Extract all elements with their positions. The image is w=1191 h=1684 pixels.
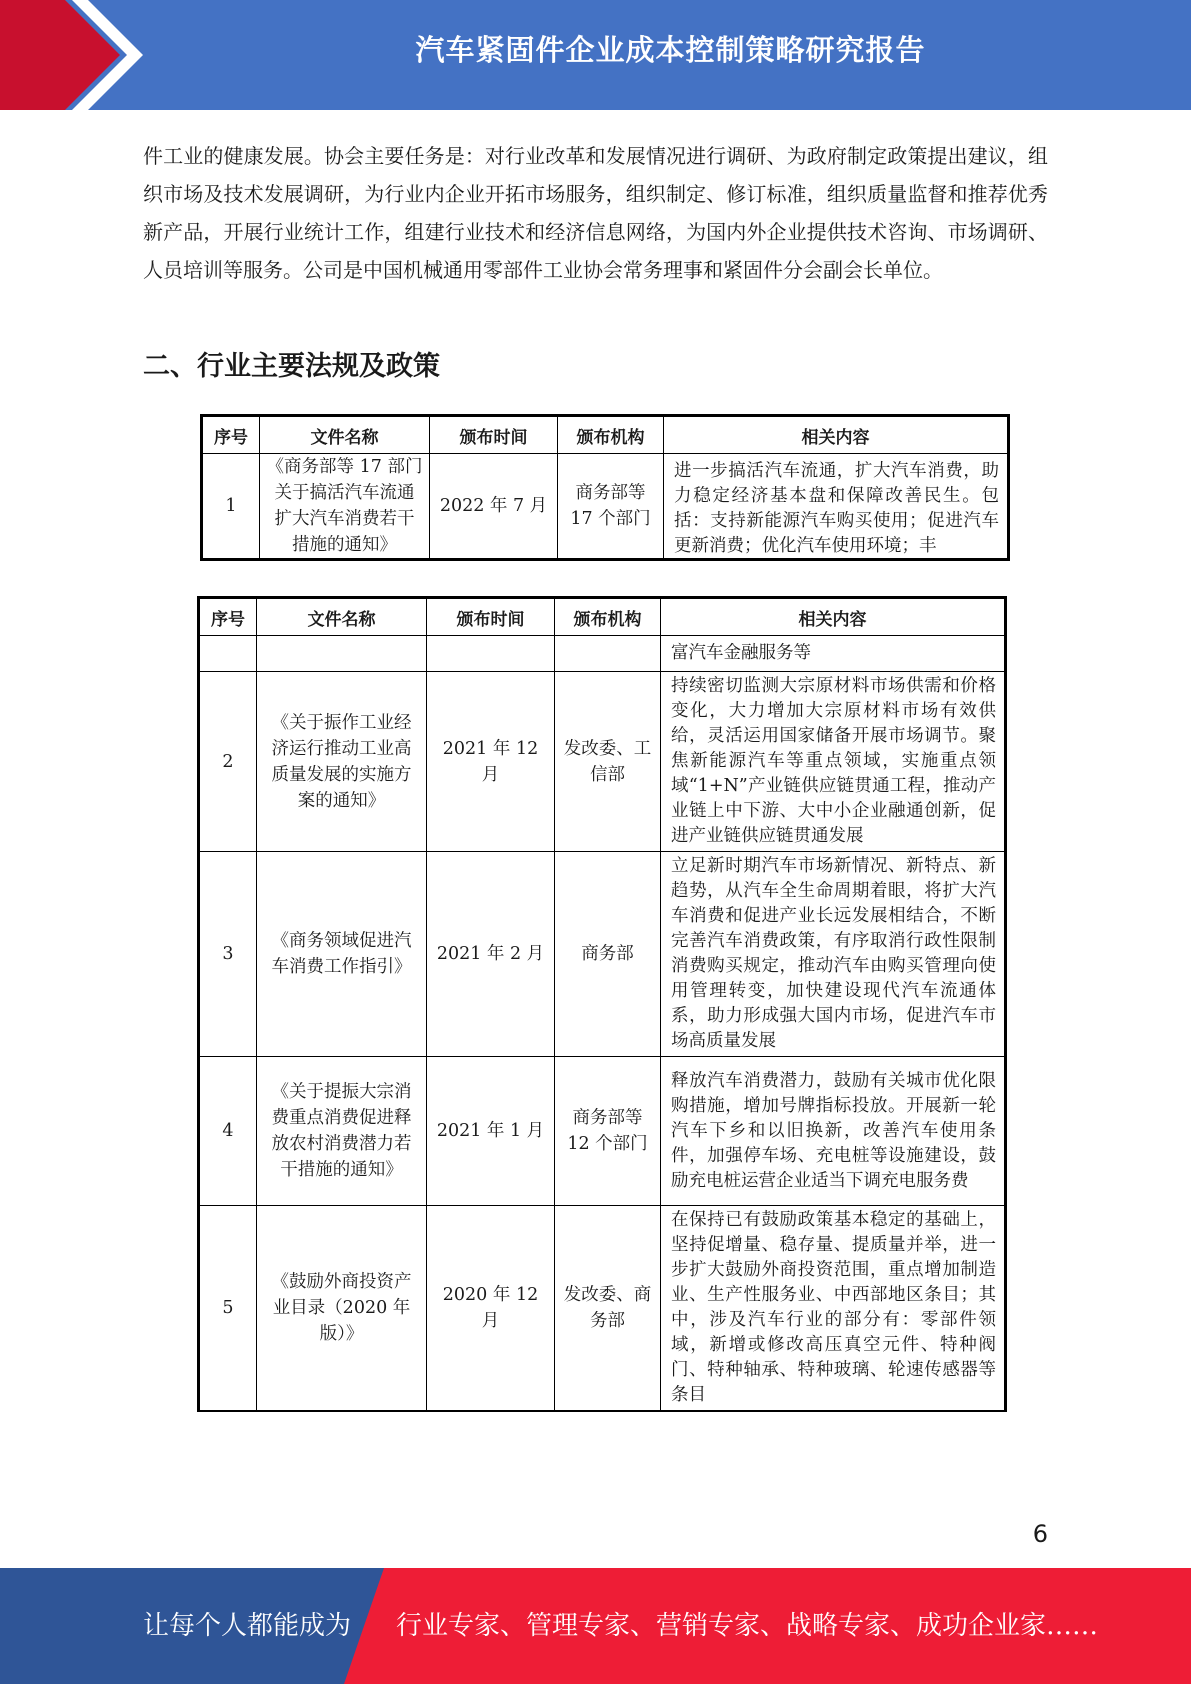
cell-no: 3	[199, 852, 257, 1057]
cell-no: 4	[199, 1057, 257, 1206]
header-no: 序号	[199, 598, 257, 636]
policy-table-1	[200, 414, 1010, 561]
policy-table-2	[197, 596, 1007, 1412]
page-number: 6	[1032, 1520, 1048, 1548]
cell-date: 2020 年 12 月	[427, 1206, 555, 1412]
header-org: 颁布机构	[558, 416, 664, 454]
cell-content: 释放汽车消费潜力，鼓励有关城市优化限购措施，增加号牌指标投放。开展新一轮汽车下乡和以旧换新，改善汽车使用条件，加强停车场、充电桩等设施建设，鼓励充电桩运营企业适当下调充电服务费	[661, 1057, 1006, 1206]
header-content: 相关内容	[661, 598, 1006, 636]
table-row	[199, 1057, 1006, 1206]
cell-empty	[555, 636, 661, 672]
cell-content: 富汽车金融服务等	[661, 636, 1006, 672]
table-row	[199, 672, 1006, 852]
cell-empty	[427, 636, 555, 672]
cell-date: 2021 年 12 月	[427, 672, 555, 852]
cell-date: 2021 年 1 月	[427, 1057, 555, 1206]
cell-name: 《关于提振大宗消费重点消费促进释放农村消费潜力若干措施的通知》	[257, 1057, 427, 1206]
cell-empty	[199, 636, 257, 672]
footer-slogan-left: 让每个人都能成为	[143, 1611, 352, 1641]
cell-date: 2021 年 2 月	[427, 852, 555, 1057]
cell-content: 立足新时期汽车市场新情况、新特点、新趋势，从汽车全生命周期着眼，将扩大汽车消费和促进产业长远发展相结合，不断完善汽车消费政策，有序取消行政性限制消费购买规定，推动汽车由购买管理向使用管理转变，加快建设现代汽车流通体系，助力形成强大国内市场，促进汽车市场高质量发展	[661, 852, 1006, 1057]
report-title: 汽车紧固件企业成本控制策略研究报告	[415, 33, 926, 67]
header-no: 序号	[202, 416, 260, 454]
cell-content: 在保持已有鼓励政策基本稳定的基础上，坚持促增量、稳存量、提质量并举，进一步扩大鼓励外商投资范围，重点增加制造业、生产性服务业、中西部地区条目；其中，涉及汽车行业的部分有：零部件领域，新增或修改高压真空元件、特种阀门、特种轴承、特种玻璃、轮速传感器等条目	[661, 1206, 1006, 1412]
header-org: 颁布机构	[555, 598, 661, 636]
table-row	[199, 852, 1006, 1057]
header-date: 颁布时间	[427, 598, 555, 636]
cell-name: 《商务领域促进汽车消费工作指引》	[257, 852, 427, 1057]
cell-content-text: 进一步搞活汽车流通，扩大汽车消费，助力稳定经济基本盘和保障改善民生。包括：支持新能源汽车购买使用；促进汽车更新消费；优化汽车使用环境；丰	[674, 460, 999, 554]
table-row	[199, 1206, 1006, 1412]
cell-empty	[257, 636, 427, 672]
cell-no: 5	[199, 1206, 257, 1412]
cell-org: 商务部等 12 个部门	[555, 1057, 661, 1206]
body-paragraph: 件工业的健康发展。协会主要任务是：对行业改革和发展情况进行调研、为政府制定政策提出建议，组织市场及技术发展调研，为行业内企业开拓市场服务，组织制定、修订标准，组织质量监督和推荐优秀新产品，开展行业统计工作，组建行业技术和经济信息网络，为国内外企业提供技术咨询、市场调研、人员培训等服务。公司是中国机械通用零部件工业协会常务理事和紧固件分会副会长单位。	[143, 144, 1048, 282]
header-name: 文件名称	[260, 416, 430, 454]
section-title: 二、行业主要法规及政策	[143, 351, 440, 382]
cell-name: 《商务部等 17 部门关于搞活汽车流通扩大汽车消费若干措施的通知》	[260, 454, 430, 560]
cell-org: 发改委、商务部	[555, 1206, 661, 1412]
cell-org: 商务部	[555, 852, 661, 1057]
header-date: 颁布时间	[430, 416, 558, 454]
header-chevron-decoration	[0, 0, 160, 110]
page-header	[0, 0, 1191, 110]
cell-name: 《关于振作工业经济运行推动工业高质量发展的实施方案的通知》	[257, 672, 427, 852]
cell-org: 商务部等 17 个部门	[558, 454, 664, 560]
header-name: 文件名称	[257, 598, 427, 636]
cell-date: 2022 年 7 月	[430, 454, 558, 560]
table-row	[202, 454, 1009, 560]
cell-no: 2	[199, 672, 257, 852]
cell-no: 1	[202, 454, 260, 560]
header-content: 相关内容	[664, 416, 1009, 454]
table-header-row	[202, 416, 1009, 454]
cell-org: 发改委、工信部	[555, 672, 661, 852]
cell-content: 持续密切监测大宗原材料市场供需和价格变化，大力增加大宗原材料市场有效供给，灵活运用国家储备开展市场调节。聚焦新能源汽车等重点领域，实施重点领域“1+N”产业链供应链贯通工程，推动产业链上中下游、大中小企业融通创新，促进产业链供应链贯通发展	[661, 672, 1006, 852]
footer-slogan-right: 行业专家、管理专家、营销专家、战略专家、成功企业家……	[396, 1611, 1099, 1641]
page-footer	[0, 1568, 1191, 1684]
cell-name: 《鼓励外商投资产业目录（2020 年版）》	[257, 1206, 427, 1412]
table-row-continuation	[199, 636, 1006, 672]
table-header-row	[199, 598, 1006, 636]
cell-content	[664, 454, 1009, 560]
